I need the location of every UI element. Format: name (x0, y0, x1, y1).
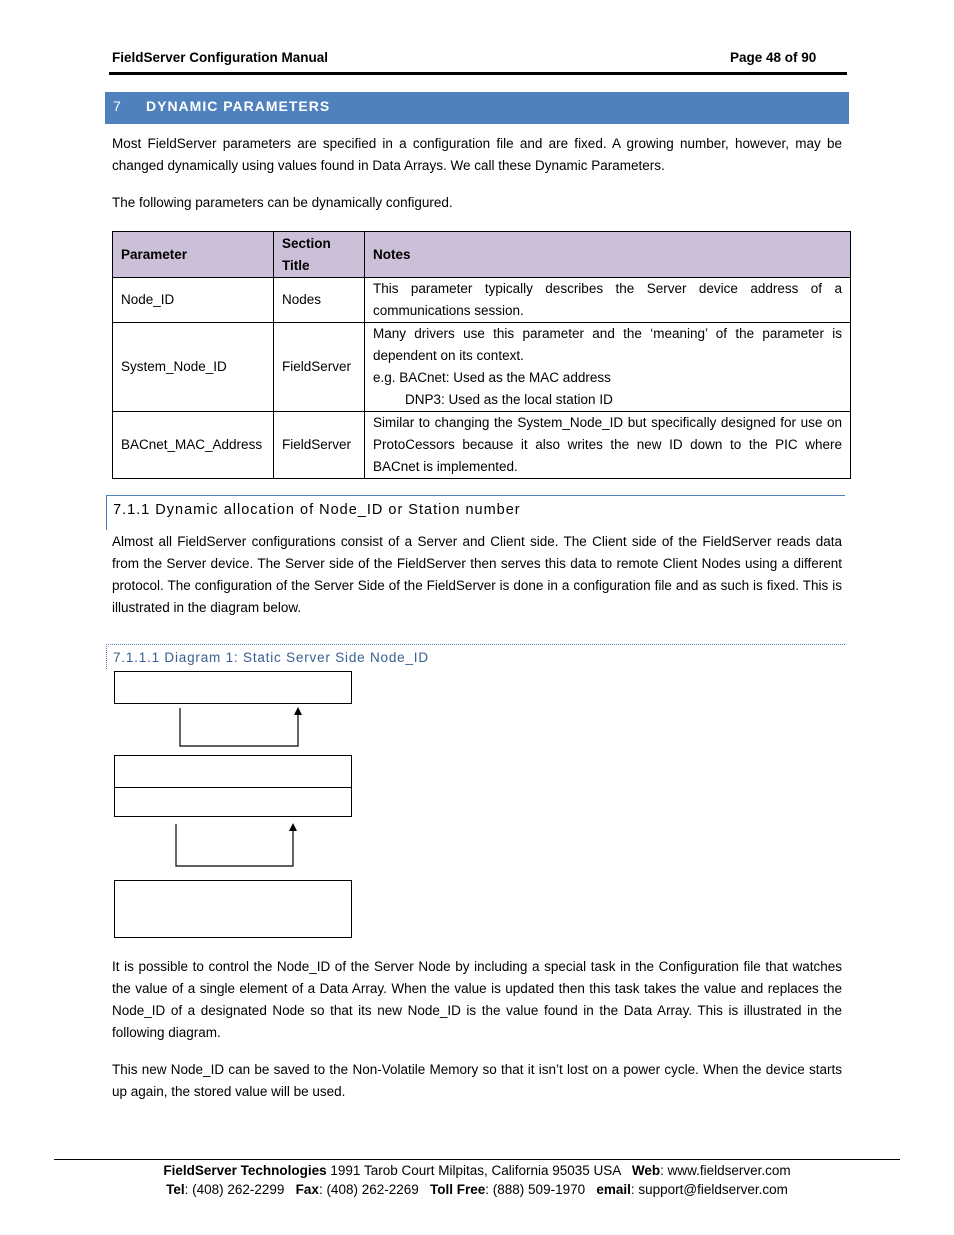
footer-address: 1991 Tarob Court Milpitas, California 95035 USA (326, 1163, 632, 1178)
section-number: 7 (113, 98, 122, 114)
diagram-heading-text: 7.1.1.1 Diagram 1: Static Server Side Node_ID (113, 650, 429, 665)
notes-text: Many drivers use this parameter and the ‘meaning’ of the parameter is dependent on its context. (372, 326, 842, 363)
footer-tollfree: : (888) 509-1970 (485, 1182, 597, 1197)
diagram-box-middle (114, 755, 352, 817)
footer-web: : www.fieldserver.com (660, 1163, 791, 1178)
footer-email-label: email (596, 1182, 631, 1197)
body-paragraph-2: This new Node_ID can be saved to the Non-Volatile Memory so that it isn’t lost on a power cycle. When the device starts up again, the stored value will be used. (112, 1062, 842, 1099)
subsection-heading-text: 7.1.1 Dynamic allocation of Node_ID or Station number (113, 502, 521, 518)
footer-line-1 (54, 1163, 900, 1178)
footer-company: FieldServer Technologies (163, 1163, 327, 1178)
notes-example-1: e.g. BACnet: Used as the MAC address (372, 370, 611, 385)
table-header-row (113, 232, 851, 278)
footer-tel-label: Tel (166, 1182, 185, 1197)
parameters-table (112, 231, 851, 479)
cell-notes: Similar to changing the System_Node_ID but specifically designed for use on ProtoCessors because it also writes the new ID down to the PIC where BACnet is implemented. (364, 412, 850, 479)
table-row (113, 278, 851, 323)
table-row (113, 323, 851, 412)
diagram-box-top (114, 671, 352, 704)
footer-rule (54, 1159, 900, 1160)
header-section-title (273, 232, 364, 278)
cell-section: FieldServer (273, 323, 364, 412)
footer-line-2 (54, 1182, 900, 1197)
subsection-paragraph: Almost all FieldServer configurations consist of a Server and Client side. The Client side of the FieldServer reads data from the Server device. The Server side of the FieldServer then serves this data to remote Client Nodes using a different protocol. The configuration of the Server Side of the FieldServer is done in a configuration file and as such is fixed. This is illustrated in the diagram below. (112, 534, 842, 615)
footer-web-label: Web (631, 1163, 661, 1178)
page-number: Page 48 of 90 (730, 50, 817, 65)
cell-parameter: BACnet_MAC_Address (113, 412, 274, 479)
header-notes: Notes (364, 232, 850, 278)
cell-section: Nodes (273, 278, 364, 323)
section-heading (105, 92, 849, 124)
diagram-heading (106, 644, 845, 669)
diagram-arrow-top (170, 704, 310, 750)
section-title: DYNAMIC PARAMETERS (146, 98, 331, 114)
table-intro-paragraph: The following parameters can be dynamically configured. (112, 195, 453, 210)
cell-section: FieldServer (273, 412, 364, 479)
footer-tel: : (408) 262-2299 (184, 1182, 296, 1197)
header-section-line2: Title (281, 257, 310, 273)
cell-notes: This parameter typically describes the Server device address of a communications session. (364, 278, 850, 323)
header-rule (109, 72, 847, 75)
body-paragraph-1: It is possible to control the Node_ID of the Server Node by including a special task in the Configuration file that watches the value of a single element of a Data Array. When the value is updated then this task takes the value and replaces the Node_ID of a designated Node so that its new Node_ID is the value found in the Data Array. This is illustrated in the following diagram. (112, 959, 842, 1040)
header-section-line1: Section (281, 235, 331, 251)
table-row (113, 412, 851, 479)
footer-fax: : (408) 262-2269 (318, 1182, 431, 1197)
footer-tollfree-label: Toll Free (430, 1182, 486, 1197)
subsection-heading (106, 495, 845, 530)
header-parameter: Parameter (113, 232, 274, 278)
document-title: FieldServer Configuration Manual (112, 50, 329, 65)
cell-parameter: System_Node_ID (113, 323, 274, 412)
notes-example-2: DNP3: Used as the local station ID (404, 392, 613, 407)
diagram-box-bottom (114, 880, 352, 938)
footer-fax-label: Fax (295, 1182, 319, 1197)
diagram-box-divider (115, 787, 351, 788)
diagram-arrow-bottom (166, 820, 306, 870)
footer-email: : support@fieldserver.com (630, 1182, 788, 1197)
intro-paragraph: Most FieldServer parameters are specified in a configuration file and are fixed. A growing number, however, may be changed dynamically using values found in Data Arrays. We call these Dynamic Parameters. (112, 136, 842, 173)
cell-notes (364, 323, 850, 412)
cell-parameter: Node_ID (113, 278, 274, 323)
